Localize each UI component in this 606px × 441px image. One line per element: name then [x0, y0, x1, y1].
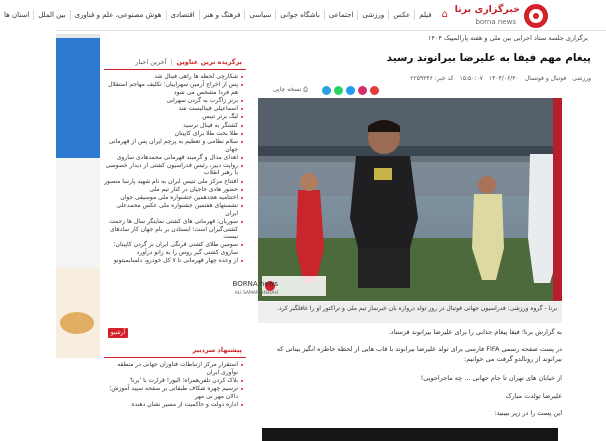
list-item[interactable]: افتتاح مرکز ملی تنیس ایران به نام شهید پارسا منصور — [104, 178, 244, 186]
sidebar-news-list — [104, 73, 244, 265]
list-item[interactable]: کشتگر به فینال نرسید — [104, 122, 244, 130]
nav-item-culture[interactable]: فرهنگ و هنر — [199, 10, 245, 20]
meta-category-football[interactable]: فوتبال و فوتسال — [524, 75, 567, 82]
meta-time: ۱۵:۵۰:۰۷ — [459, 75, 483, 82]
photo-credit: ALI SAMAREHSHAH — [234, 291, 278, 296]
nav-item-films[interactable]: فیلم — [414, 10, 435, 20]
article-paragraph-1: به گزارش برنا؛ فیفا پیغام جذابی را برای علیرضا بیرانوند فرستاد. — [388, 328, 562, 336]
article-paragraph-5: این پست را در زیر ببینید: — [494, 409, 562, 417]
copy-link-icon[interactable] — [370, 86, 379, 95]
editor-picks-title: پیشنهاد سردبیر — [192, 346, 242, 354]
article-photo — [232, 98, 562, 301]
meta-category-sports[interactable]: ورزشی — [572, 75, 591, 82]
tab-top-headlines[interactable]: برگزیده ترین عناوین — [176, 58, 242, 66]
nav-item-youth-club[interactable]: باشگاه جوانی — [275, 10, 324, 20]
nav-item-science[interactable]: هوش مصنوعی، علم و فناوری — [70, 10, 166, 20]
site-logo[interactable] — [452, 3, 548, 29]
list-item[interactable]: پس از اخراج آرمین سهرابیان؛ تکلیف مهاجم استقلال هم فردا مشخص می شود — [104, 81, 244, 96]
advertisement-banner[interactable] — [56, 34, 100, 441]
ad-panel-blue — [56, 38, 100, 158]
main-menu — [0, 9, 448, 20]
list-item[interactable]: از وعده چهار قهرمانی تا ۷ کل خودرو، دلسابمیتونو — [104, 257, 244, 265]
list-item[interactable]: روایت دبیر، رئیس فدراسیون کشتی از دیدار خصوصی با رهبر انقلاب — [104, 162, 244, 177]
list-item[interactable]: سوریان: قهرمانی های کشتی نماینگر سال ها زحمت کشتی‌گیران است؛ ایستادن بر بام جهان کار سادهای نیست — [104, 218, 244, 241]
print-label: نسخه چاپی — [273, 86, 302, 93]
ad-panel-white — [56, 158, 100, 268]
archive-button[interactable]: آرشیو — [108, 328, 128, 338]
tab-latest-news[interactable]: آخرین اخبار — [135, 58, 167, 66]
sidebar-tabs — [104, 55, 246, 69]
nav-item-photos[interactable]: عکس — [388, 10, 414, 20]
logo-title: خبرگزاری برنا — [454, 4, 520, 15]
list-item[interactable]: استقرار مرکز ارتباطات فناوران جهانی در منطقه نوآوری ایران — [104, 361, 244, 376]
list-item[interactable]: اداره دولت و حاکمیت از مسیر نشان دهنده — [104, 401, 244, 409]
tab-separator: | — [170, 58, 173, 66]
list-item[interactable]: طلا بخت طلا برای کاپیتان — [104, 130, 244, 138]
nav-item-economy[interactable]: اقتصادی — [166, 10, 199, 20]
instagram-share-icon[interactable] — [358, 86, 367, 95]
embedded-post-preview[interactable] — [262, 428, 558, 441]
list-item[interactable]: اسماعیلی فینالیست شد — [104, 105, 244, 113]
twitter-share-icon[interactable] — [346, 86, 355, 95]
list-item[interactable]: ترسیم چهره شکاف طبقاتی بر صفحه سپید آموزش؛ دالان مهر بی مهر — [104, 385, 244, 400]
telegram-share-icon[interactable] — [322, 86, 331, 95]
article-paragraph-4: علیرضا تولدت مبارک — [505, 392, 562, 400]
nav-item-social[interactable]: اجتماعی — [324, 10, 358, 20]
list-item[interactable]: بلاک کردن تلفن‌همراه؛ الیور! قرارت با 'برنا' — [104, 377, 244, 385]
meta-news-code: کد خبر: ۲۲۵۹۳۴۶ — [410, 75, 454, 82]
nav-item-international[interactable]: بین الملل — [33, 10, 69, 20]
nav-item-provinces[interactable]: استان ها — [3, 10, 30, 19]
ad-food-image — [60, 312, 94, 334]
list-item[interactable]: اختتامیه هجدهمین جشنواره ملی موسیقی جوان — [104, 194, 244, 202]
photo-caption: برنا - گروه ورزشی: فدراسیون جهانی فوتبال در روز تولد دروازه بان خبرساز تیم ملی و تراکتور او را غافلگیر کرد. — [258, 302, 562, 323]
ad-panel-bottom — [56, 358, 100, 441]
meta-date: ۱۴۰۴/۰۶/۳۰ — [488, 75, 519, 82]
nav-item-sports[interactable]: ورزشی — [357, 10, 388, 20]
article-paragraph-3: از خیابان های تهران تا جام جهانی ... چه ماجراجویی! — [420, 374, 562, 382]
article-paragraph-2: در پست صفحه رسمی FIFA فارسی برای تولد علیرضا بیرانوند با قاب هایی از لحظه خاطره انگیز بیناتی که بیرانوند از رونالدو گرفت می خوانیم: — [276, 345, 562, 363]
list-item[interactable]: اهدای مدال و گرمبند قهرمانی محمدهادی ساروی — [104, 154, 244, 162]
whatsapp-share-icon[interactable] — [334, 86, 343, 95]
list-item[interactable]: شکارچی لحظه ها راهی فینال شد — [104, 73, 244, 81]
list-item[interactable]: حضور هادی خاجیان در کنار تیم ملی — [104, 186, 244, 194]
nav-item-politics[interactable]: سیاسی — [244, 10, 275, 20]
breaking-news-ticker[interactable]: برگزاری جلسه ستاد اجرایی بین ملی و هفته پارالمپیک ۱۴۰۴ — [427, 34, 588, 42]
stadium-players-image — [232, 98, 562, 301]
logo-subtitle: borna news — [475, 18, 516, 26]
list-item[interactable]: لیگ برتر تنیس — [104, 113, 244, 121]
editor-picks-list — [104, 361, 244, 409]
list-item[interactable]: سلام نظامی و تعظیم به پرچم ایران پس از قهرمانی جهان — [104, 138, 244, 153]
article-meta — [255, 75, 591, 82]
logo-mark-icon — [524, 4, 548, 28]
list-item[interactable]: سومین طلای کشتی فرنگی ایران بر گردن کاپیتان؛ ساروی کشتی گیر روس را به زانو درآورد — [104, 241, 244, 256]
list-item[interactable]: برنز زاگرب به گردن سهرابی — [104, 97, 244, 105]
editor-picks-header — [104, 344, 246, 358]
list-item[interactable]: نشستهای هفتمین جشنواره ملی عکس محمدعلی ایران — [104, 202, 244, 217]
home-icon[interactable]: ⌂ — [441, 9, 448, 20]
article-title: پیغام مهم فیفا به علیرضا بیرانوند رسید — [386, 52, 591, 64]
print-version-link[interactable] — [273, 86, 308, 94]
top-navigation-bar — [3, 0, 606, 31]
print-icon: ⎙ — [303, 86, 308, 93]
sidebar-divider — [104, 69, 246, 70]
share-buttons — [322, 86, 379, 95]
photo-watermark: BORNA news — [232, 280, 278, 288]
